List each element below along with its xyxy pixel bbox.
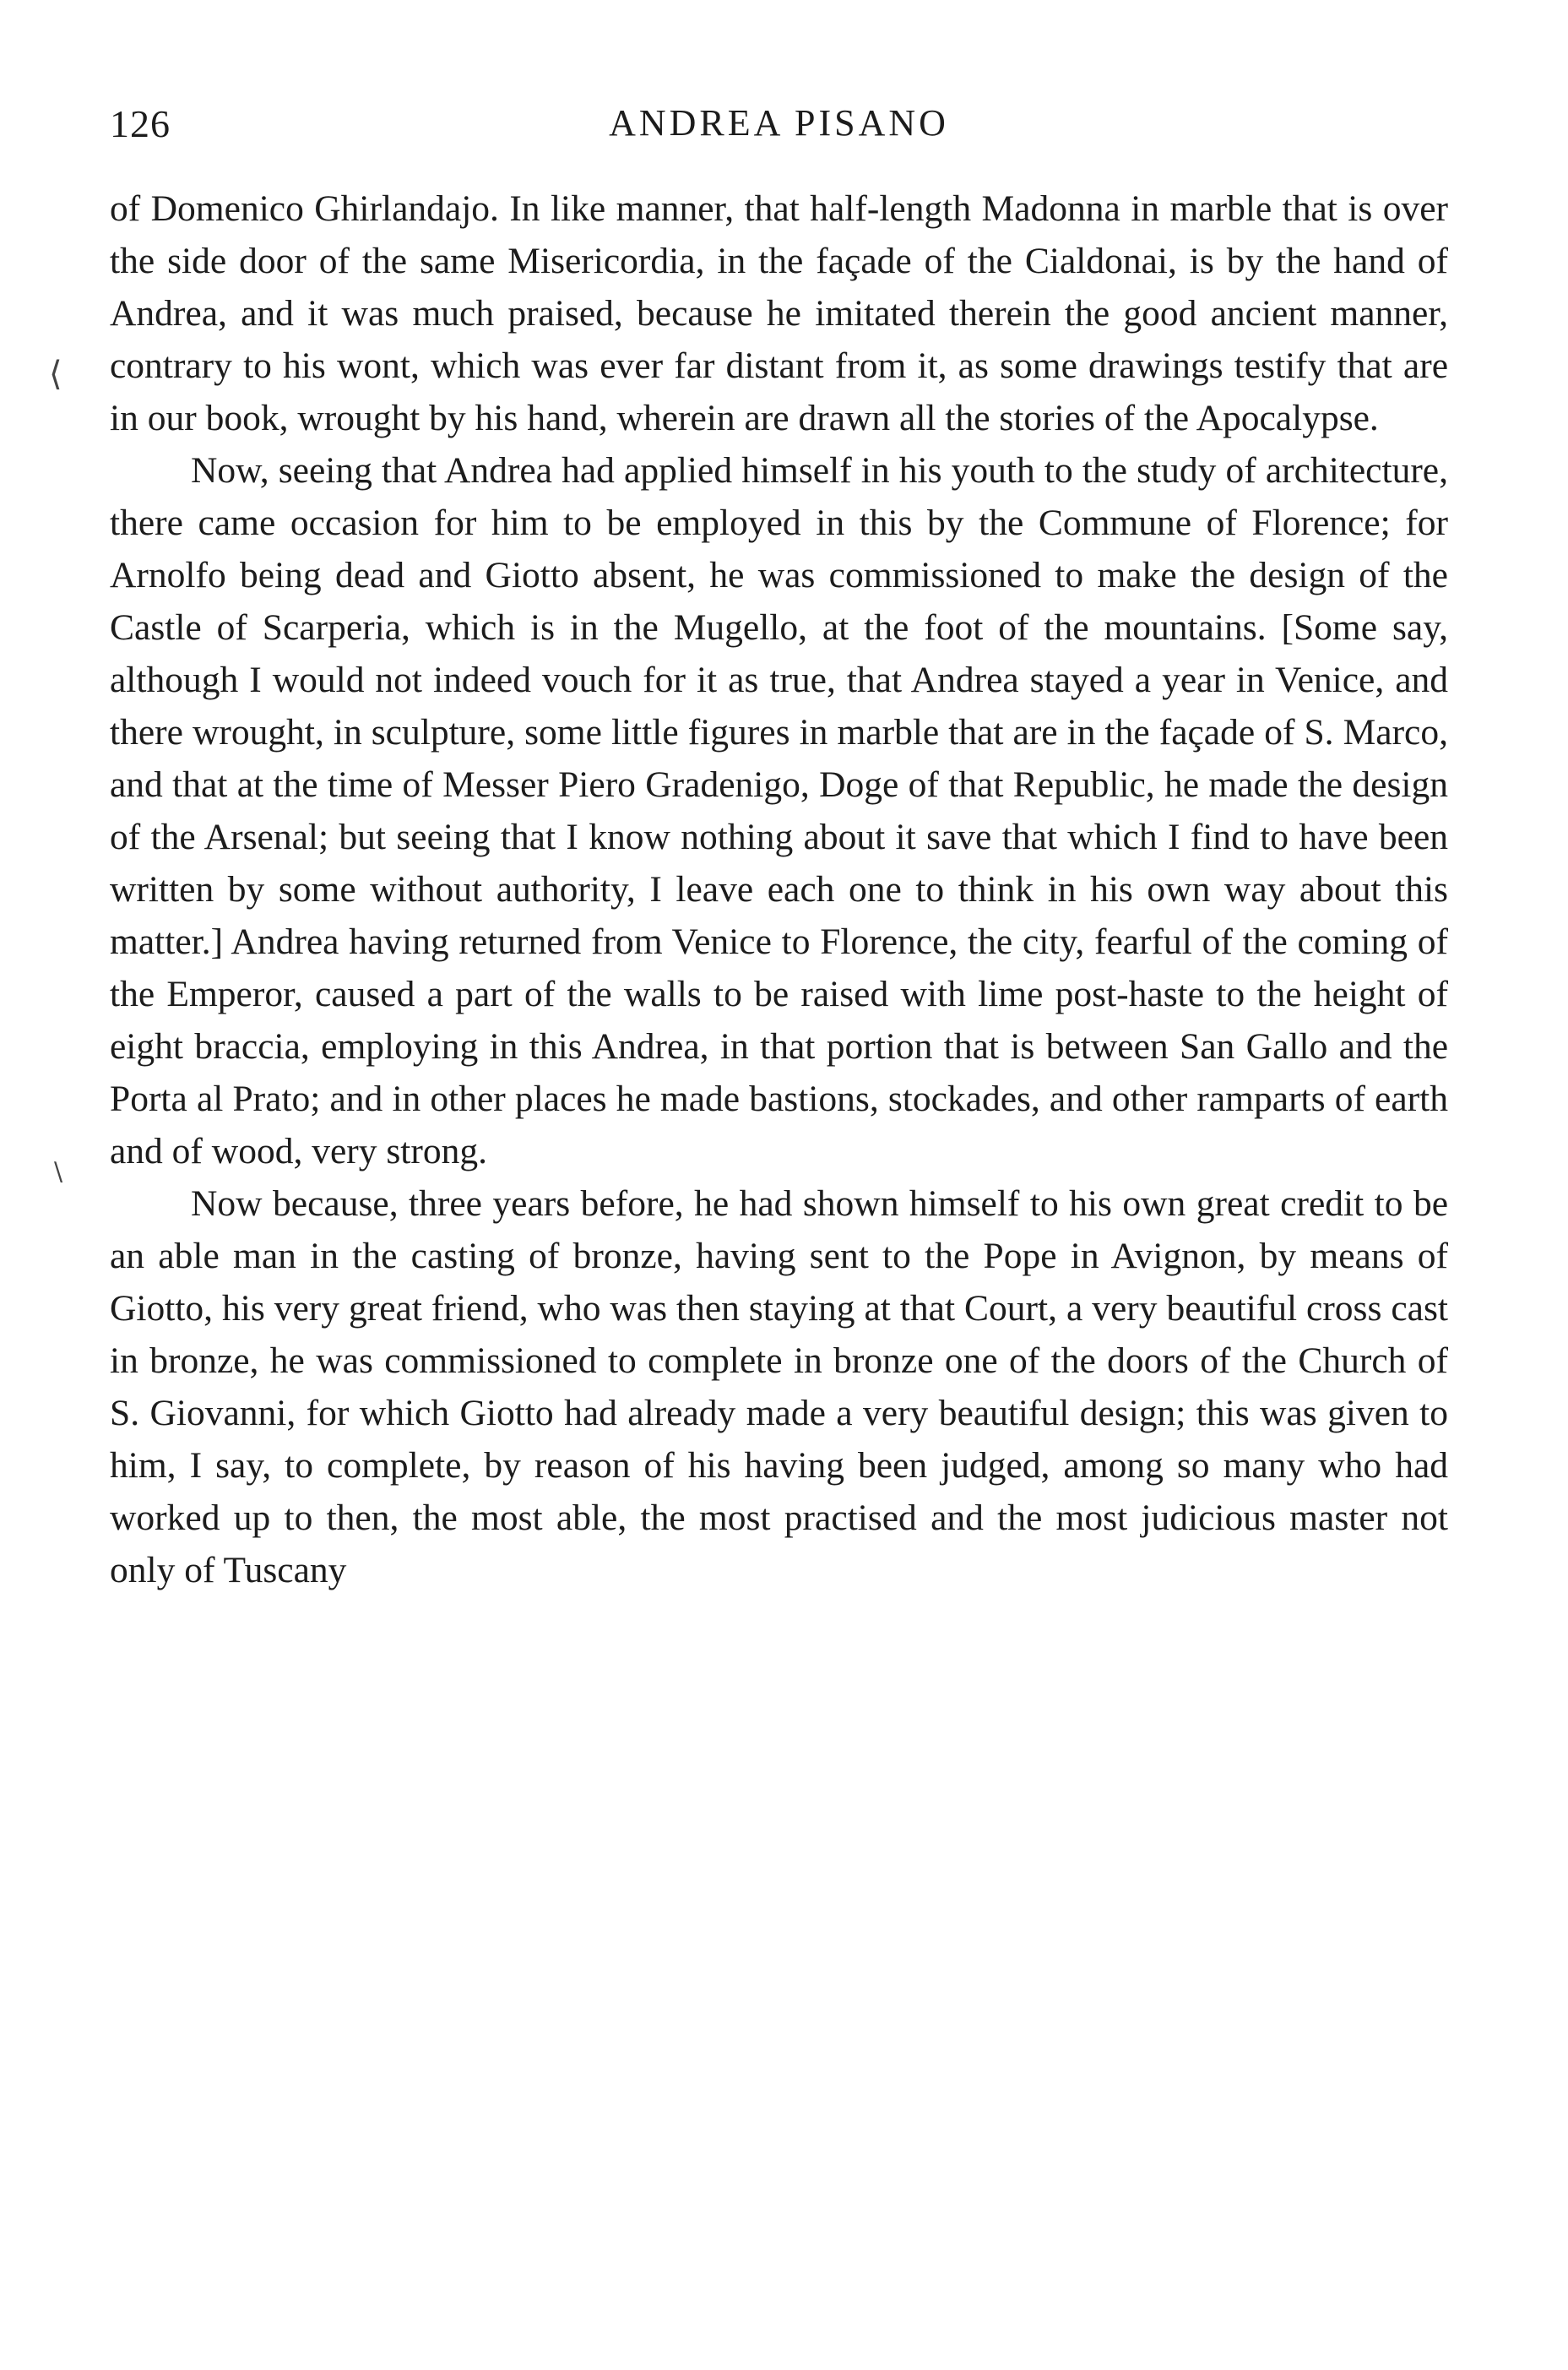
page-number: 126 — [110, 102, 171, 145]
running-head: ANDREA PISANO — [609, 102, 949, 144]
paragraph: Now, seeing that Andrea had applied himself in his youth to the study of architecture, there came occasion for him to be employed in this by the Commune of Florence; for Arnolfo being dead and Giotto absent, he was commissioned to make the design of the Castle of Scarperia, which is in the Mugello, at the foot of the mountains. [Some say, although I would not indeed vouch for it as true, that Andrea stayed a year in Venice, and there wrought, in sculpture, some little figures in marble that are in the façade of S. Marco, and that at the time of Messer Piero Gradenigo, Doge of that Republic, he made the design of the Arsenal; but seeing that I know nothing about it save that which I find to have been written by some without authority, I leave each one to think in his own way about this matter.] Andrea having returned from Venice to Florence, the city, fearful of the coming of the Emperor, caused a part of the walls to be raised with lime post-haste to the height of eight braccia, employing in this Andrea, in that portion that is between San Gallo and the Porta al Prato; and in other places he made bastions, stockades, and other ramparts of earth and of wood, very strong. — [110, 450, 1448, 1171]
paragraph: of Domenico Ghirlandajo. In like manner, that half-length Madonna in marble that is over the side door of the same Misericordia, in the façade of the Cialdonai, is by the hand of Andrea, and it was much praised, because he imitated therein the good ancient manner, contrary to his wont, which was ever far distant from it, as some drawings testify that are in our book, wrought by his hand, wherein are drawn all the stories of the Apocalypse. — [110, 188, 1448, 438]
body-text — [110, 182, 1448, 1596]
page-header — [110, 101, 1448, 160]
margin-annotation-mark: \ — [54, 1157, 63, 1187]
margin-annotation-mark: ⟨ — [49, 355, 62, 394]
paragraph: Now because, three years before, he had shown himself to his own great credit to be an able man in the casting of bronze, having sent to the Pope in Avignon, by means of Giotto, his very great friend, who was then staying at that Court, a very beautiful cross cast in bronze, he was commissioned to complete in bronze one of the doors of the Church of S. Giovanni, for which Giotto had already made a very beautiful design; this was given to him, I say, to complete, by reason of his having been judged, among so many who had worked up to then, the most able, the most practised and the most judicious master not only of Tuscany — [110, 1183, 1448, 1590]
